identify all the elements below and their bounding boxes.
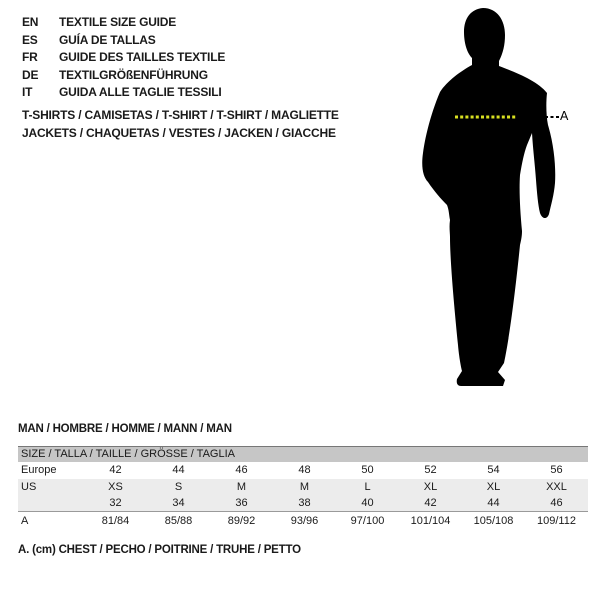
table-row-us [18, 479, 588, 495]
section-title: MAN / HOMBRE / HOMME / MANN / MAN [18, 423, 232, 435]
size-cell: L [336, 479, 399, 495]
language-row [22, 14, 225, 32]
language-label: TEXTILGRÖßENFÜHRUNG [59, 67, 208, 82]
size-cell: 101/104 [399, 512, 462, 531]
language-row [22, 67, 225, 85]
size-cell: 50 [361, 464, 374, 476]
size-cell: 48 [298, 464, 311, 476]
language-code: EN [22, 15, 39, 29]
size-cell: M [210, 479, 273, 495]
size-cell: 52 [424, 464, 437, 476]
size-cell: 89/92 [210, 512, 273, 531]
language-label: GUIDA ALLE TAGLIE TESSILI [59, 85, 222, 100]
size-cell: 85/88 [147, 512, 210, 531]
size-cell: M [273, 479, 336, 495]
category-line-jackets: JACKETS / CHAQUETAS / VESTES / JACKEN / GIACCHE [22, 125, 336, 140]
row-label: Europe [21, 464, 57, 476]
size-cell: 105/108 [462, 512, 525, 531]
size-cell: 46 [525, 495, 588, 512]
man-silhouette [415, 5, 565, 390]
size-cell: 38 [273, 495, 336, 512]
size-cell: 109/112 [525, 512, 588, 531]
table-row-us-numeric [18, 495, 588, 512]
language-row [22, 49, 225, 67]
size-cell: 34 [147, 495, 210, 512]
man-silhouette-shape [422, 8, 555, 386]
size-table [18, 446, 588, 530]
language-label: GUIDE DES TAILLES TEXTILE [59, 50, 226, 65]
man-silhouette-figure [415, 5, 565, 390]
language-label: GUÍA DE TALLAS [59, 32, 156, 47]
language-list [22, 14, 225, 102]
row-label: US [18, 479, 84, 495]
size-cell: 81/84 [84, 512, 147, 531]
language-code: ES [22, 32, 38, 47]
table-row-chest-cm [18, 512, 588, 531]
size-cell: 42 [109, 464, 122, 476]
footnote: A. (cm) CHEST / PECHO / POITRINE / TRUHE / PETTO [18, 544, 301, 556]
size-cell: 56 [550, 464, 563, 476]
language-code: FR [22, 50, 38, 65]
size-cell: XL [399, 479, 462, 495]
size-cell: 97/100 [336, 512, 399, 531]
size-cell: 44 [172, 464, 185, 476]
size-cell: S [147, 479, 210, 495]
size-cell: XS [84, 479, 147, 495]
row-label: A [18, 512, 84, 531]
size-cell: 93/96 [273, 512, 336, 531]
size-cell: 42 [399, 495, 462, 512]
language-row [22, 32, 225, 50]
language-code: IT [22, 85, 33, 100]
size-cell: XL [462, 479, 525, 495]
size-cell: 32 [84, 495, 147, 512]
language-row [22, 84, 225, 102]
size-table-header-row [18, 447, 588, 463]
size-cell: 44 [462, 495, 525, 512]
size-cell: 46 [235, 464, 248, 476]
measure-label-a: A [560, 109, 569, 123]
category-lines [22, 107, 339, 142]
category-line-tshirts: T-SHIRTS / CAMISETAS / T-SHIRT / T-SHIRT / MAGLIETTE [22, 108, 339, 122]
row-label [18, 495, 84, 512]
size-cell: 36 [210, 495, 273, 512]
language-code: DE [22, 67, 39, 82]
size-cell: XXL [525, 479, 588, 495]
size-cell: 40 [336, 495, 399, 512]
size-table-header: SIZE / TALLA / TAILLE / GRÖSSE / TAGLIA [18, 447, 588, 463]
language-label: TEXTILE SIZE GUIDE [59, 15, 177, 29]
size-cell: 54 [487, 464, 500, 476]
table-row-europe [18, 462, 588, 479]
